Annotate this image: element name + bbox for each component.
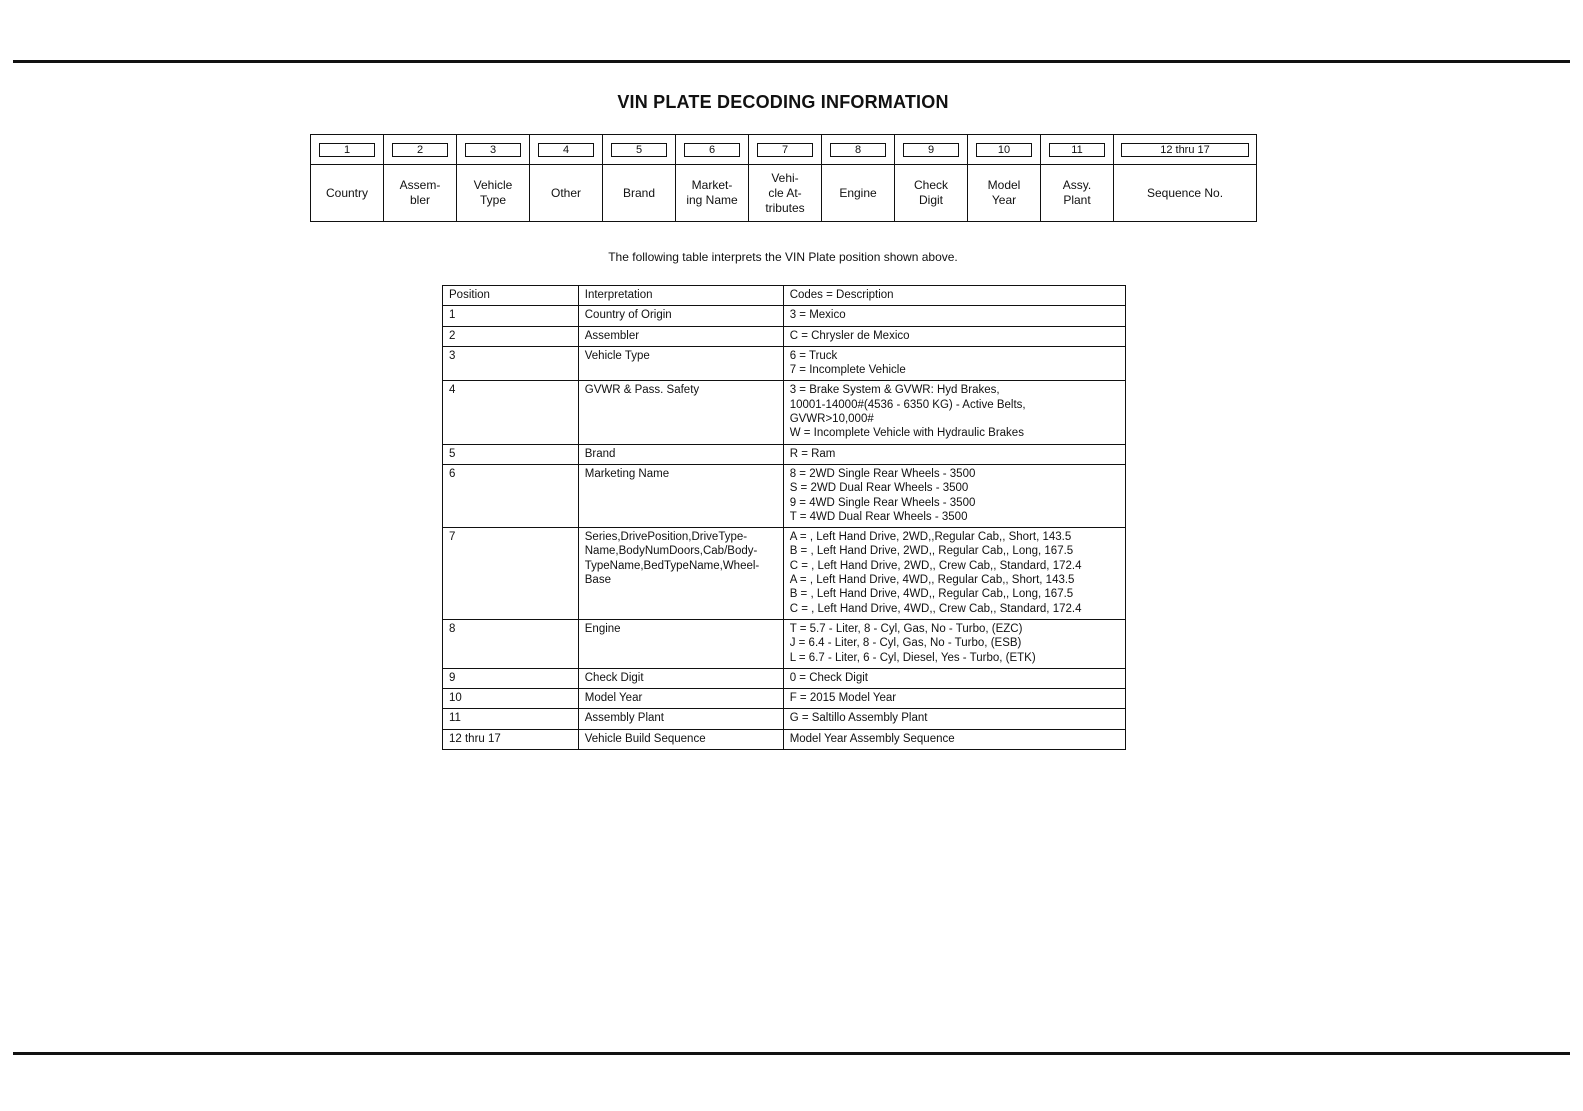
vin-position-label: Other: [550, 185, 581, 200]
vin-position-cell: [603, 135, 676, 221]
vin-position-number: 6: [684, 143, 740, 157]
cell-position: 10: [443, 689, 579, 709]
vin-position-label: Brand: [622, 185, 656, 200]
table-header-row: [443, 286, 1126, 306]
vin-position-number: 9: [903, 143, 959, 157]
table-caption: The following table interprets the VIN Plate position shown above.: [608, 250, 958, 264]
vin-position-cell: [530, 135, 603, 221]
cell-position: 2: [443, 326, 579, 346]
vin-position-cell: [895, 135, 968, 221]
cell-interpretation: Brand: [578, 444, 783, 464]
header-codes: Codes = Description: [783, 286, 1125, 306]
table-row: [443, 464, 1126, 527]
cell-interpretation: Marketing Name: [578, 464, 783, 527]
cell-codes: C = Chrysler de Mexico: [783, 326, 1125, 346]
table-row: [443, 709, 1126, 729]
vin-position-number: 12 thru 17: [1121, 143, 1249, 157]
cell-codes: A = , Left Hand Drive, 2WD,,Regular Cab,, Short, 143.5 B = , Left Hand Drive, 2WD,, Regular Cab,, Long, 167.5 C = , Left Hand Drive, 2WD,, Crew Cab,, Standard, 172.4 A = , Left Hand Drive, 4WD,, Regular Cab,, Short, 143.5 B = , Left Hand Drive, 4WD,, Regular Cab,, Long, 167.5 C = , Left Hand Drive, 4WD,, Crew Cab,, Standard, 172.4: [783, 528, 1125, 620]
vin-position-label: Model Year: [987, 178, 1021, 207]
header-position: Position: [443, 286, 579, 306]
table-row: [443, 528, 1126, 620]
vin-position-label: Vehi- cle At- tributes: [765, 170, 805, 215]
table-row: [443, 306, 1126, 326]
cell-interpretation: Engine: [578, 619, 783, 668]
cell-position: 7: [443, 528, 579, 620]
cell-codes: 3 = Mexico: [783, 306, 1125, 326]
vin-position-box-row: [311, 135, 383, 165]
cell-position: 3: [443, 346, 579, 381]
vin-position-box-row: [1114, 135, 1256, 165]
cell-position: 11: [443, 709, 579, 729]
vin-position-label: Check Digit: [913, 178, 948, 207]
vin-position-label: Engine: [839, 185, 877, 200]
cell-codes: R = Ram: [783, 444, 1125, 464]
cell-codes: F = 2015 Model Year: [783, 689, 1125, 709]
vin-position-label: Sequence No.: [1146, 185, 1224, 200]
cell-codes: 0 = Check Digit: [783, 668, 1125, 688]
vin-position-number: 3: [465, 143, 521, 157]
vin-position-number: 5: [611, 143, 667, 157]
vin-position-cell: [311, 135, 384, 221]
vin-position-box-row: [1041, 135, 1113, 165]
vin-position-cell: [384, 135, 457, 221]
cell-codes: Model Year Assembly Sequence: [783, 729, 1125, 749]
table-row: [443, 381, 1126, 444]
vin-position-number: 8: [830, 143, 886, 157]
vin-position-box-row: [968, 135, 1040, 165]
cell-codes: 6 = Truck 7 = Incomplete Vehicle: [783, 346, 1125, 381]
vin-position-number: 2: [392, 143, 448, 157]
cell-codes: G = Saltillo Assembly Plant: [783, 709, 1125, 729]
vin-decode-table: [442, 285, 1126, 750]
cell-codes: 3 = Brake System & GVWR: Hyd Brakes, 10001-14000#(4536 - 6350 KG) - Active Belts, GVWR>10,000# W = Incomplete Vehicle with Hydraulic Brakes: [783, 381, 1125, 444]
cell-interpretation: Model Year: [578, 689, 783, 709]
cell-interpretation: Country of Origin: [578, 306, 783, 326]
table-row: [443, 326, 1126, 346]
vin-position-box-row: [749, 135, 821, 165]
vin-position-number: 4: [538, 143, 594, 157]
vin-position-number: 10: [976, 143, 1032, 157]
table-row: [443, 729, 1126, 749]
table-row: [443, 619, 1126, 668]
vin-position-strip: [310, 134, 1257, 222]
vin-position-box-row: [676, 135, 748, 165]
cell-interpretation: Series,DrivePosition,DriveType- Name,BodyNumDoors,Cab/Body- TypeName,BedTypeName,Wheel- Base: [578, 528, 783, 620]
vin-position-box-row: [384, 135, 456, 165]
cell-position: 12 thru 17: [443, 729, 579, 749]
cell-position: 1: [443, 306, 579, 326]
vin-position-label: Assy. Plant: [1062, 178, 1092, 207]
cell-interpretation: Check Digit: [578, 668, 783, 688]
vin-position-label: Country: [325, 185, 369, 200]
cell-interpretation: Vehicle Type: [578, 346, 783, 381]
vin-position-cell: [1114, 135, 1256, 221]
vin-position-cell: [822, 135, 895, 221]
vin-position-box-row: [822, 135, 894, 165]
vin-position-number: 11: [1049, 143, 1105, 157]
vin-position-box-row: [895, 135, 967, 165]
cell-position: 4: [443, 381, 579, 444]
table-row: [443, 668, 1126, 688]
header-interpretation: Interpretation: [578, 286, 783, 306]
vin-position-label: Market- ing Name: [686, 178, 738, 207]
cell-position: 9: [443, 668, 579, 688]
cell-position: 6: [443, 464, 579, 527]
cell-position: 5: [443, 444, 579, 464]
cell-interpretation: Vehicle Build Sequence: [578, 729, 783, 749]
cell-interpretation: GVWR & Pass. Safety: [578, 381, 783, 444]
bottom-rule: [13, 1052, 1570, 1055]
vin-position-cell: [749, 135, 822, 221]
table-row: [443, 346, 1126, 381]
cell-codes: 8 = 2WD Single Rear Wheels - 3500 S = 2WD Dual Rear Wheels - 3500 9 = 4WD Single Rear Wheels - 3500 T = 4WD Dual Rear Wheels - 3500: [783, 464, 1125, 527]
table-row: [443, 444, 1126, 464]
cell-position: 8: [443, 619, 579, 668]
vin-position-box-row: [457, 135, 529, 165]
vin-position-cell: [676, 135, 749, 221]
vin-position-label: Assem- bler: [399, 178, 441, 207]
vin-position-cell: [1041, 135, 1114, 221]
top-rule: [13, 60, 1570, 63]
vin-position-box-row: [603, 135, 675, 165]
vin-position-number: 7: [757, 143, 813, 157]
vin-position-cell: [968, 135, 1041, 221]
vin-position-label: Vehicle Type: [473, 178, 513, 207]
page-title: VIN PLATE DECODING INFORMATION: [617, 92, 949, 112]
vin-position-cell: [457, 135, 530, 221]
cell-interpretation: Assembler: [578, 326, 783, 346]
cell-interpretation: Assembly Plant: [578, 709, 783, 729]
table-row: [443, 689, 1126, 709]
vin-position-number: 1: [319, 143, 375, 157]
vin-position-box-row: [530, 135, 602, 165]
cell-codes: T = 5.7 - Liter, 8 - Cyl, Gas, No - Turbo, (EZC) J = 6.4 - Liter, 8 - Cyl, Gas, No - Turbo, (ESB) L = 6.7 - Liter, 6 - Cyl, Diesel, Yes - Turbo, (ETK): [783, 619, 1125, 668]
